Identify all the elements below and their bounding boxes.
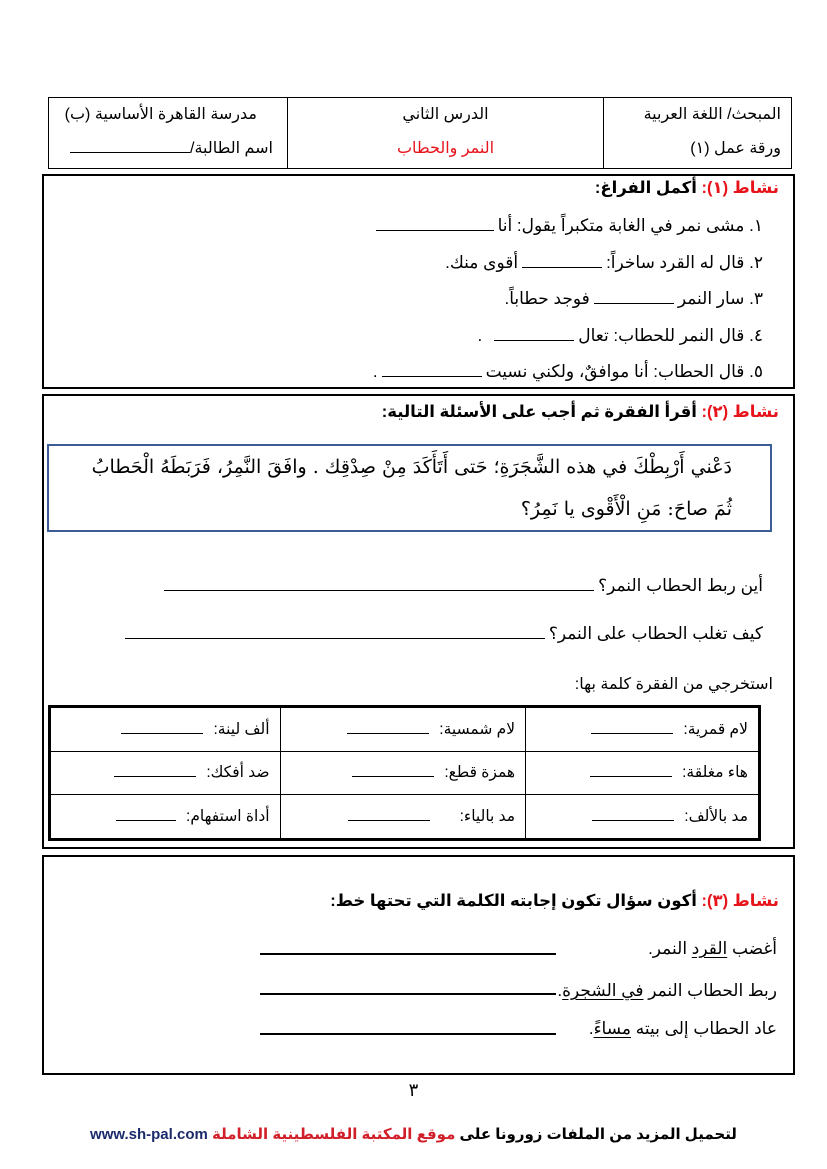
activity-2-instruction: أقرأ الفقرة ثم أجب على الأسئلة التالية: <box>381 403 697 421</box>
activity-1-label: نشاط (١): <box>701 179 779 197</box>
sentence-1 <box>648 939 777 959</box>
worksheet-header <box>48 97 792 169</box>
answer-blank[interactable] <box>125 637 545 639</box>
activity-2-label: نشاط (٢): <box>701 403 779 421</box>
fill-item-text: ٣. سار النمر <box>677 289 763 308</box>
question-1 <box>160 576 763 596</box>
worksheet-number: ورقة عمل (١) <box>690 140 781 157</box>
extract-cell <box>51 751 281 795</box>
cell-label: أداة استفهام: <box>186 808 270 826</box>
fill-item-text-after: أقوى منك. <box>445 253 519 272</box>
fill-blank[interactable] <box>594 302 674 304</box>
extract-cell <box>51 708 281 752</box>
sentence-text: أغضب <box>727 939 777 958</box>
cell-label: ألف لينة: <box>213 720 270 738</box>
question-2 <box>121 624 763 644</box>
extract-table <box>48 705 761 841</box>
answer-blank[interactable] <box>590 775 672 777</box>
table-row <box>51 708 759 752</box>
question-text: كيف تغلب الحطاب على النمر؟ <box>548 624 763 643</box>
answer-blank[interactable] <box>591 732 673 734</box>
answer-blank[interactable] <box>347 732 429 734</box>
activity-3-instruction: أكون سؤال تكون إجابته الكلمة التي تحتها خط: <box>330 892 697 910</box>
answer-blank[interactable] <box>348 819 430 821</box>
fill-item-text: ٥. قال الحطاب: أنا موافقٌ، ولكني نسيت <box>485 362 763 381</box>
fill-item-text: ٢. قال له القرد ساخراً: <box>606 253 763 272</box>
activity-2-title <box>382 402 779 422</box>
extract-cell <box>526 795 759 839</box>
answer-blank[interactable] <box>592 819 674 821</box>
fill-blank[interactable] <box>376 229 494 231</box>
table-row <box>51 751 759 795</box>
fill-item-2 <box>445 253 763 273</box>
question-text: أين ربط الحطاب النمر؟ <box>598 576 763 595</box>
cell-label: همزة قطع: <box>444 764 516 782</box>
header-school-cell <box>49 98 287 168</box>
footer-site-name: موقع المكتبة الفلسطينية الشاملة <box>212 1126 456 1143</box>
table-row <box>51 795 759 839</box>
fill-item-1 <box>372 216 763 236</box>
fill-item-3 <box>504 289 763 309</box>
student-name-blank[interactable] <box>70 151 190 153</box>
activity-3-title <box>330 891 779 911</box>
answer-blank[interactable] <box>114 775 196 777</box>
student-name-field[interactable] <box>70 138 273 158</box>
answer-blank[interactable] <box>116 819 176 821</box>
header-lesson-cell <box>287 98 603 168</box>
cell-label: مد بالألف: <box>684 808 748 826</box>
answer-line-2[interactable] <box>260 993 556 995</box>
reading-passage <box>47 444 772 532</box>
answer-blank[interactable] <box>352 775 434 777</box>
footer-text: لتحميل المزيد من الملفات زورونا على <box>459 1126 737 1143</box>
activity-1-title <box>595 178 779 198</box>
fill-item-5 <box>373 362 763 382</box>
underlined-word: في الشجرة <box>562 981 644 1000</box>
footer-banner <box>0 1125 827 1143</box>
fill-item-text-after: فوجد حطاباً. <box>504 289 590 308</box>
activity-1-instruction: أكمل الفراغ: <box>594 179 697 197</box>
student-name-label: اسم الطالبة/ <box>190 140 273 157</box>
activity-3-section <box>42 855 795 1075</box>
cell-label: ضد أفكك: <box>206 764 270 782</box>
fill-blank[interactable] <box>522 266 602 268</box>
extract-prompt: استخرجي من الفقرة كلمة بها: <box>574 676 773 693</box>
extract-cell <box>526 751 759 795</box>
sentence-text: النمر. <box>648 939 692 958</box>
passage-line-1: دَعْني أَرْبِطْكَ في هذه الشَّجَرَةِ؛ حَتى أَتَأَكَدَ مِنْ صِدْقِك . وافَقَ النَّمِرُ، فَرَبَطَهُ الْحَطابُ <box>91 456 732 478</box>
subject-label: المبحث/ اللغة العربية <box>643 106 781 123</box>
sentence-3 <box>589 1019 777 1039</box>
fill-item-text: ٤. قال النمر للحطاب: تعال <box>578 326 763 345</box>
cell-label: هاء مغلقة: <box>682 764 748 782</box>
school-name: مدرسة القاهرة الأساسية (ب) <box>64 106 257 123</box>
sentence-text: . <box>588 1019 594 1038</box>
extract-cell <box>280 708 526 752</box>
fill-item-text: ١. مشى نمر في الغابة متكبراً يقول: أنا <box>497 216 763 235</box>
activity-3-label: نشاط (٣): <box>701 892 779 910</box>
extract-cell <box>280 795 526 839</box>
answer-line-3[interactable] <box>260 1033 556 1035</box>
cell-label: لام شمسية: <box>439 720 516 738</box>
underlined-word: القرد <box>691 939 728 958</box>
sentence-text: ربط الحطاب النمر <box>643 981 777 1000</box>
answer-line-1[interactable] <box>260 953 556 955</box>
extract-cell <box>526 708 759 752</box>
page-number: ٣ <box>408 1080 419 1100</box>
fill-blank[interactable] <box>494 339 574 341</box>
fill-item-text-after: . <box>372 362 378 381</box>
fill-item-4 <box>478 326 764 346</box>
passage-line-2: ثُمَ صاحَ: مَنِ الْأَقْوى يا نَمِرُ؟ <box>520 498 732 520</box>
cell-label: لام قمرية: <box>683 720 748 738</box>
fill-item-text-after: . <box>477 326 483 345</box>
activity-1-section <box>42 174 795 389</box>
footer-url-link[interactable]: www.sh-pal.com <box>90 1126 208 1143</box>
sentence-2 <box>557 981 777 1001</box>
sentence-text: عاد الحطاب إلى بيته <box>631 1019 777 1038</box>
lesson-title: النمر والحطاب <box>396 140 495 157</box>
underlined-word: مساءً <box>593 1019 632 1038</box>
fill-blank[interactable] <box>382 375 482 377</box>
sentence-text: . <box>557 981 563 1000</box>
extract-cell <box>51 795 281 839</box>
cell-label: مد بالياء: <box>459 808 516 826</box>
lesson-number: الدرس الثاني <box>402 106 489 123</box>
answer-blank[interactable] <box>164 589 594 591</box>
answer-blank[interactable] <box>121 732 203 734</box>
header-subject-cell <box>603 98 791 168</box>
extract-cell <box>280 751 526 795</box>
